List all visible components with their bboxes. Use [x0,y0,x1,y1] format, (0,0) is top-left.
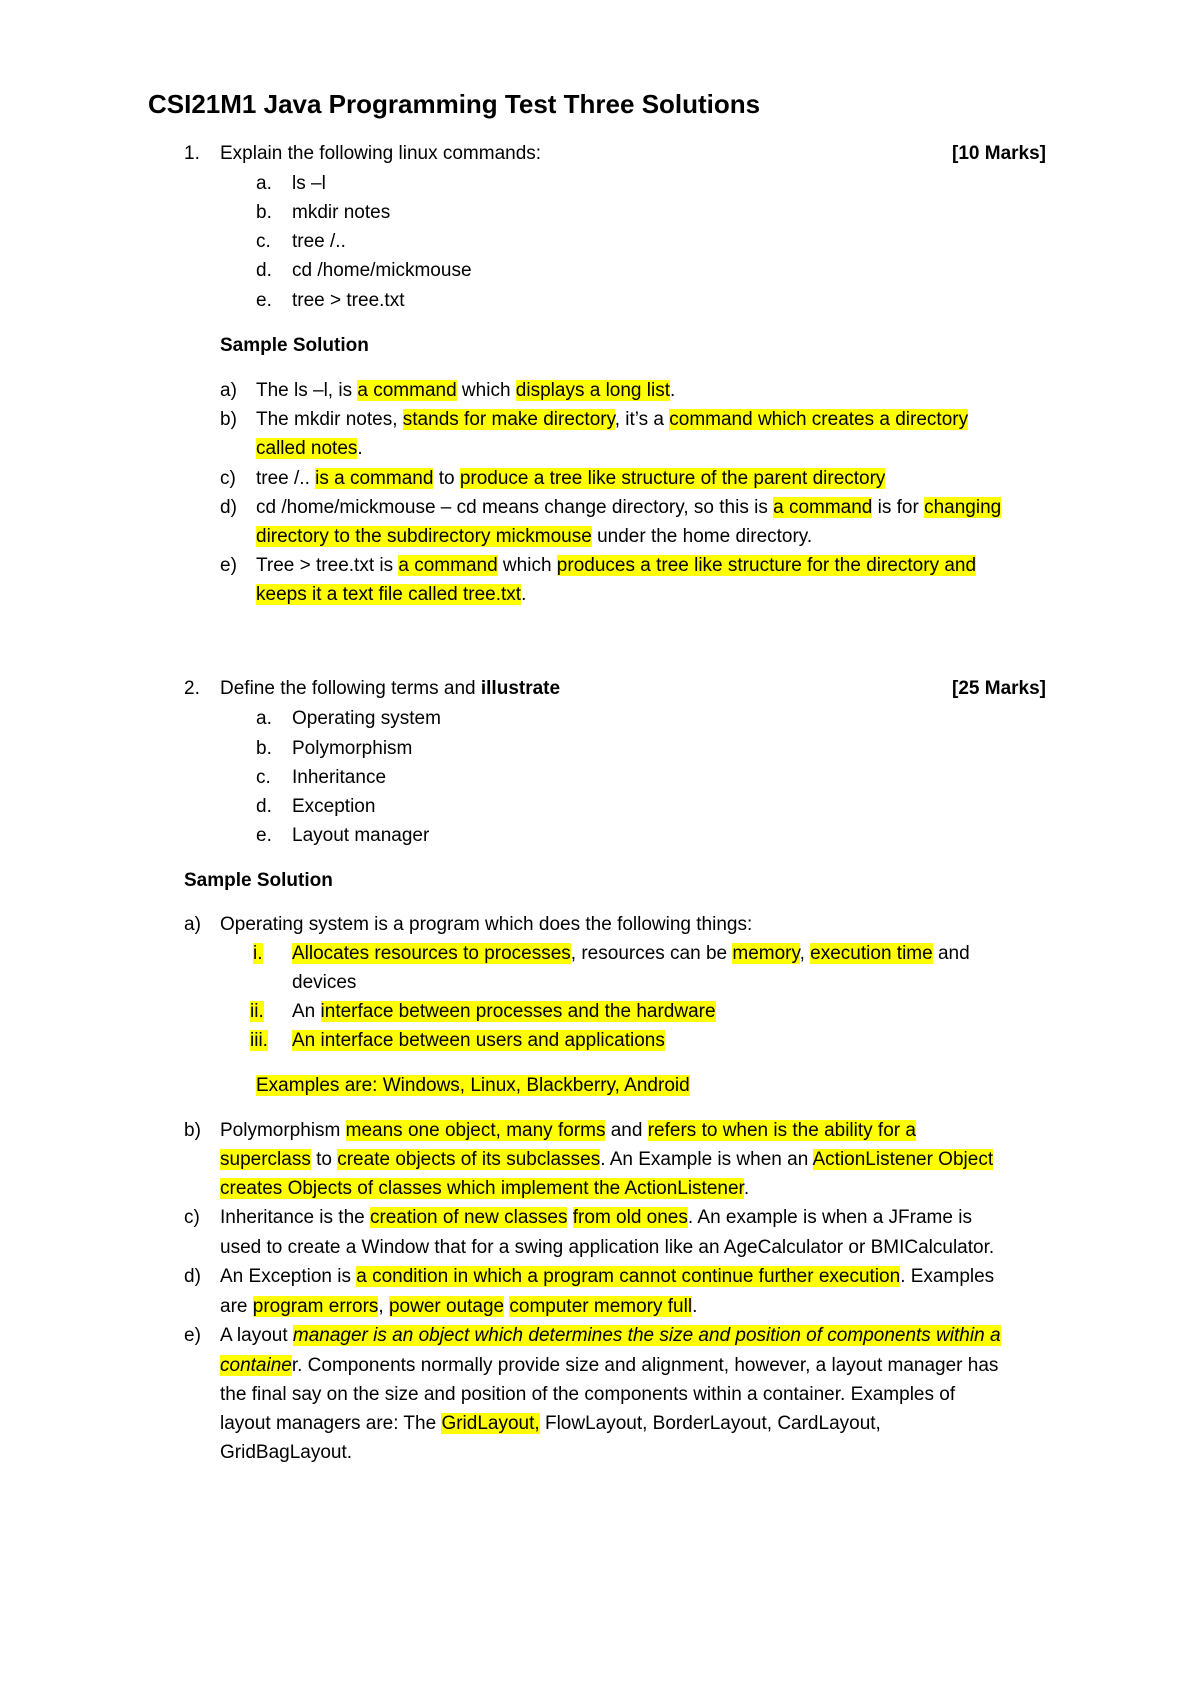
q1-marks: [10 Marks] [952,143,1046,164]
answer-text-continued: the final say on the size and position of the components within a container. Examples of [220,1384,956,1405]
highlight: creation of new classes [369,1207,568,1228]
highlight: memory [732,943,800,964]
answer-text-continued: directory to the subdirectory mickmouse under the home directory. [256,526,813,547]
highlight: program errors [252,1296,379,1317]
list-item-letter: d. [256,260,272,281]
list-item-text: Polymorphism [292,738,413,759]
sub-item-text: Allocates resources to processes, resources can be memory, execution time and [292,943,970,964]
answer-text-continued: keeps it a text file called tree.txt. [256,584,527,605]
sub-item-text-continued: devices [292,972,357,993]
highlight: called notes [256,438,358,459]
highlight: produce a tree like structure of the parent directory [459,468,886,489]
highlight: ActionListener Object [812,1149,994,1170]
highlight: from old ones [572,1207,688,1228]
answer-text: Tree > tree.txt is a command which produces a tree like structure for the directory and [256,555,977,576]
answer-text: cd /home/mickmouse – cd means change directory, so this is a command is for changing [256,497,1002,518]
list-item-letter: d. [256,796,272,817]
highlight: a command [773,497,873,518]
list-item-text: Exception [292,796,376,817]
highlight: execution time [810,943,933,964]
highlight: stands for make directory [402,409,615,430]
answer-text-continued: GridBagLayout. [220,1442,353,1463]
highlight: power outage [388,1296,505,1317]
highlight: changing [924,497,1002,518]
q2-number: 2. [184,678,200,699]
list-item-text: Inheritance [292,767,387,788]
answer-label: c) [220,468,236,489]
q2-solution-heading: Sample Solution [184,870,333,891]
list-item-text: tree > tree.txt [292,290,405,311]
answer-text: An Exception is a condition in which a program cannot continue further execution. Examples [220,1266,995,1287]
highlight: produces a tree like structure for the directory and [556,555,977,576]
list-item-text: Layout manager [292,825,430,846]
highlight: Examples are: Windows, Linux, Blackberry, Android [256,1075,690,1096]
highlight: manager is an object which determines the size and position of components within a [292,1325,1001,1346]
highlight: a command [398,555,498,576]
answer-text-continued: are program errors, power outage computer memory full. [220,1296,698,1317]
list-item-letter: c. [256,767,271,788]
list-item-letter: a. [256,708,272,729]
list-item-letter: b. [256,202,272,223]
highlight: a condition in which a program cannot continue further execution [356,1266,901,1287]
answer-text: Operating system is a program which does the following things: [220,914,753,935]
answer-label: b) [184,1120,201,1141]
answer-text-continued: container. Components normally provide size and alignment, however, a layout manager has [220,1355,999,1376]
answer-label: c) [184,1207,200,1228]
q2-text: Define the following terms and illustrate [220,678,561,699]
highlight: superclass [220,1149,311,1170]
answer-text: A layout manager is an object which determines the size and position of components within a [220,1325,1001,1346]
highlight: directory to the subdirectory mickmouse [256,526,592,547]
answer-text-continued: layout managers are: The GridLayout, FlowLayout, BorderLayout, CardLayout, [220,1413,881,1434]
list-item-text: ls –l [292,173,326,194]
highlight: refers to when is the ability for a [647,1120,916,1141]
sub-item-text: An interface between processes and the hardware [292,1001,716,1022]
sub-item-label: i. [253,943,263,964]
highlight: command which creates a directory [669,409,969,430]
list-item-letter: a. [256,173,272,194]
answer-text: Inheritance is the creation of new classes from old ones. An example is when a JFrame is [220,1207,972,1228]
highlight: a command [357,380,457,401]
highlight: keeps it a text file called tree.txt [256,584,522,605]
answer-label: d) [220,497,237,518]
page-title: CSI21M1 Java Programming Test Three Solutions [148,89,761,119]
answer-label: b) [220,409,237,430]
answer-text-continued: called notes. [256,438,363,459]
highlight: computer memory full [509,1296,693,1317]
answer-label: a) [184,914,201,935]
answer-text: The ls –l, is a command which displays a long list. [256,380,676,401]
q1-text: Explain the following linux commands: [220,143,542,164]
answer-label: d) [184,1266,201,1287]
highlight: displays a long list [515,380,670,401]
highlight: means one object, many forms [345,1120,606,1141]
answer-label: a) [220,380,237,401]
q1-number: 1. [184,143,200,164]
answer-text-continued: creates Objects of classes which implement the ActionListener. [220,1178,750,1199]
sub-item-text [292,1028,665,1054]
list-item-letter: e. [256,290,272,311]
answer-text-continued: used to create a Window that for a swing application like an AgeCalculator or BMICalculator. [220,1237,995,1258]
highlight: Allocates resources to processes [292,943,571,964]
highlight: An interface between users and applications [292,1030,665,1051]
list-item-text: cd /home/mickmouse [292,260,472,281]
answer-text: tree /.. is a command to produce a tree like structure of the parent directory [256,468,886,489]
highlight: is a command [315,468,434,489]
list-item-text: mkdir notes [292,202,391,223]
answer-text: Polymorphism means one object, many forms and refers to when is the ability for a [220,1120,916,1141]
list-item-letter: c. [256,231,271,252]
list-item-letter: b. [256,738,272,759]
highlight: containe [220,1355,292,1376]
highlight: creates Objects of classes which implement the ActionListener [220,1178,744,1199]
list-item-letter: e. [256,825,272,846]
list-item-text: Operating system [292,708,441,729]
highlight: create objects of its subclasses [337,1149,601,1170]
answer-text-continued: superclass to create objects of its subclasses. An Example is when an ActionListener Object [220,1149,994,1170]
answer-text: The mkdir notes, stands for make directory, it’s a command which creates a directory [256,409,969,430]
sub-item-label: iii. [250,1030,268,1051]
q1-solution-heading: Sample Solution [220,335,369,356]
answer-label: e) [220,555,237,576]
highlight: GridLayout, [441,1413,540,1434]
highlight: interface between processes and the hardware [320,1001,716,1022]
q2-marks: [25 Marks] [952,678,1046,699]
sub-item-label: ii. [250,1001,264,1022]
answer-label: e) [184,1325,201,1346]
list-item-text: tree /.. [292,231,346,252]
examples-text [256,1073,690,1099]
